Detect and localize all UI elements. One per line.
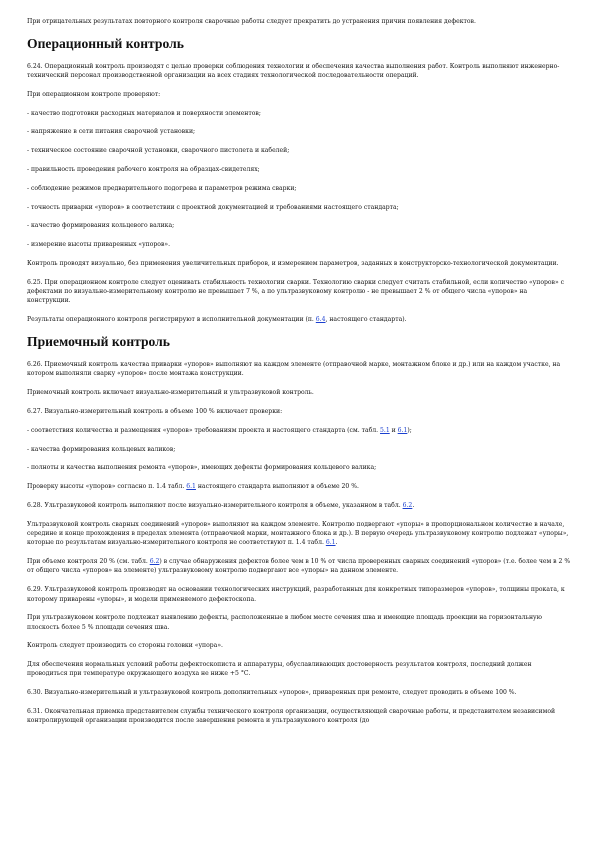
text: Ультразвуковой контроль сварных соединений «упоров» выполняют на каждом элементе. Контролю подвергают «упоры» в пропорциональном количестве в начале, середине и конце прохождения в пределах элемента (отправочной марки, монтажного блока и др.). В первую очередь ультразвуковому контролю подлежат «упоры», которые по результатам визуально-измерительного контроля не соответствуют п. 1.4 табл. [27, 520, 569, 547]
paragraph-includes: Приемочный контроль включает визуально-измерительный и ультразвуковой контроль. [27, 389, 314, 397]
check-item: - качества формирования кольцевых валиков; [27, 445, 176, 453]
link-6-4[interactable]: 6.4 [315, 316, 326, 324]
text: ); [407, 426, 412, 434]
check-item: - напряжение в сети питания сварочной установки; [27, 128, 196, 136]
check-item: - качество формирования кольцевого валика; [27, 222, 175, 230]
paragraph-6-25: 6.25. При операционном контроле следует оценивать стабильность технологии сварки. Технологию сварки следует считать стабильной, если количество «упоров» с дефектами по визуально-измерительному контролю не превышает 7 %, а по ультразвуковому контролю - не превышает 2 % от общего числа «упоров» на конструкции. [27, 278, 565, 305]
paragraph-6-24: 6.24. Операционный контроль производят с целью проверки соблюдения технологии и обеспечения качества выполнения работ. Контроль выполняют инженерно-технический персонал производственной организации на всех стадиях технологической последовательности операций. [27, 62, 560, 80]
check-item: - точность приварки «упоров» в соответствии с проектной документацией и требованиями настоящего стандарта; [27, 203, 399, 211]
section-heading-operational: Операционный контроль [27, 35, 184, 51]
paragraph-ultrasonic [27, 520, 572, 548]
text: 6.28. Ультразвуковой контроль выполняют после визуально-измерительного контроля в объеме, указанном в табл. [27, 501, 403, 509]
check-item: - полноты и качества выполнения ремонта «упоров», имеющих дефекты формирования кольцевого валика; [27, 464, 377, 472]
check-item [27, 426, 572, 435]
link-table-5-1[interactable]: 5.1 [380, 426, 390, 434]
paragraph-6-26: 6.26. Приемочный контроль качества приварки «упоров» выполняют на каждом элементе (отправочной марке, монтажном блоке и др.) или на каждом участке, на котором выполняли сварку «упоров» после монтажа конструкции. [27, 361, 561, 378]
text: . [412, 501, 415, 509]
paragraph-6-31: 6.31. Окончательная приемка представителем службы технического контроля организации, осуществляющей сварочные работы, и представителем независимой контролирующей организации производится после завершения ремонта и ультразвукового контроля (до [27, 708, 556, 725]
link-table-6-2[interactable]: 6.2 [149, 558, 160, 566]
text: настоящего стандарта выполняют в объеме 20 %. [195, 483, 359, 491]
paragraph-side: Контроль следует производить со стороны головки «упора». [27, 642, 223, 650]
text: Результаты операционного контроля регистрируют в исполнительной документации (п. [27, 316, 316, 324]
link-table-6-2[interactable]: 6.2 [402, 501, 413, 509]
text: При объеме контроля 20 % (см. табл. [27, 558, 150, 566]
link-table-6-1[interactable]: 6.1 [325, 539, 336, 547]
paragraph-results [27, 315, 572, 324]
check-item: - техническое состояние сварочной установки, сварочного пистолета и кабелей; [27, 147, 290, 155]
paragraph-6-28 [27, 501, 572, 510]
paragraph-6-27: 6.27. Визуально-измерительный контроль в объеме 100 % включает проверки: [27, 407, 283, 415]
link-table-6-1[interactable]: 6.1 [397, 426, 408, 434]
text: Проверку высоты «упоров» согласно п. 1.4 табл. [27, 483, 187, 491]
paragraph-conditions: Для обеспечения нормальных условий работы дефектоскописта и аппаратуры, обуславливающих достоверность результатов контроля, последний должен проводиться при температуре окружающего воздуха не ниже +5 °С. [27, 661, 532, 678]
text: ) в случае обнаружения дефектов более чем в 10 % от числа проверенных сварных соединений «упоров» (т.е. более чем в 2 % от общего числа «упоров» на элементе) ультразвуковому контролю подвергают все «упоры» на данном элементе. [27, 558, 571, 575]
paragraph-height [27, 482, 572, 491]
paragraph-6-29: 6.29. Ультразвуковой контроль производят на основании технологических инструкций, разработанных для конкретных типоразмеров «упоров», толщины проката, к которому приварены «упоры», и модели применяемого дефектоскопа. [27, 586, 565, 603]
text: . [335, 539, 338, 547]
check-item: - правильность проведения рабочего контроля на образцах-свидетелях; [27, 166, 260, 174]
document-page [27, 17, 572, 735]
paragraph-6-30: 6.30. Визуально-измерительный и ультразвуковой контроль дополнительных «упоров», приваренных при ремонте, следует проводить в объеме 100 %. [27, 689, 517, 697]
link-table-6-1[interactable]: 6.1 [186, 483, 196, 491]
paragraph-check-lead: При операционном контроле проверяют: [27, 90, 161, 98]
paragraph-volume [27, 557, 572, 576]
paragraph-visual-check: Контроль проводят визуально, без применения увеличительных приборов, и измерением параметров, заданных в конструкторско-технологической документации. [27, 260, 559, 268]
section-heading-acceptance: Приемочный контроль [27, 334, 170, 350]
paragraph-reject: При ультразвуковом контроле подлежат выявлению дефекты, расположенные в любом месте сечения шва и имеющие площадь проекции на горизонтальную плоскость более 5 % площади сечения шва. [27, 614, 542, 631]
text: - соответствия количества и размещения «упоров» требованиям проекта и настоящего стандарта (см. табл. [27, 426, 381, 434]
check-item: - качество подготовки расходных материалов и поверхности элементов; [27, 109, 261, 117]
intro-paragraph: При отрицательных результатах повторного контроля сварочные работы следует прекратить до устранения причин появления дефектов. [27, 18, 476, 25]
check-item: - измерение высоты приваренных «упоров». [27, 241, 171, 249]
text: и [389, 426, 398, 434]
text: , настоящего стандарта). [325, 316, 407, 324]
check-item: - соблюдение режимов предварительного подогрева и параметров режима сварки; [27, 184, 297, 192]
